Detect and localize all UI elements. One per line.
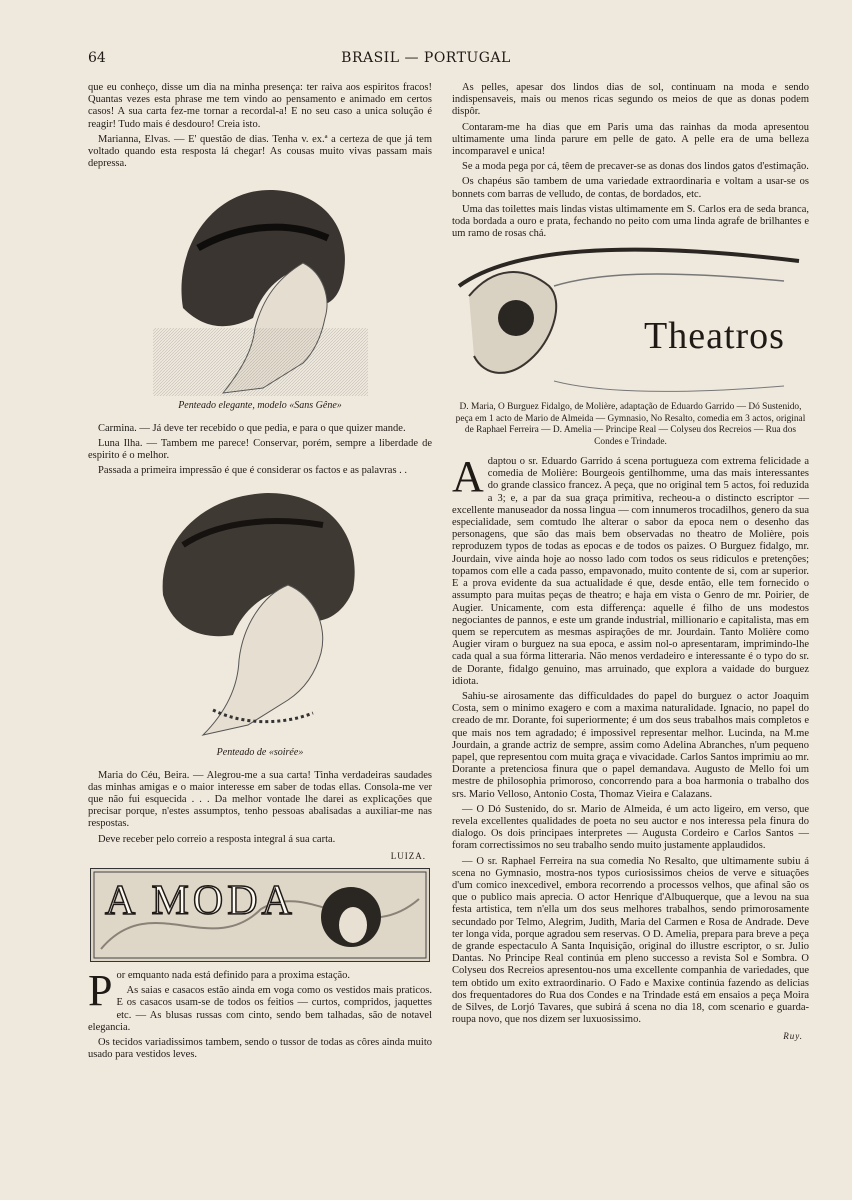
moda-cont-2: Contaram-me ha dias que em Paris uma das rainhas da moda apresentou ultimamente uma linda parure em pelle de gato. A pelle era de uma belleza incomparavel e unica! <box>452 121 809 158</box>
signature-ruy: Ruy. <box>783 1031 803 1042</box>
theatros-paragraph-1 <box>452 452 809 688</box>
caption-2: Penteado de «soirée» <box>216 747 304 759</box>
signature-luiza: LUIZA. <box>390 850 426 861</box>
theatros-title: Theatros <box>644 315 785 358</box>
moda-banner <box>90 868 430 962</box>
moda-cont-3: Se a moda pega por cá, têem de precaver-se as donas dos lindos gatos d'estimação. <box>462 161 809 173</box>
theatros-heading-ornament <box>454 246 804 396</box>
theatros-p1-text: daptou o sr. Eduardo Garrido á scena portugueza com extrema felicidade a comedia de Molière: Bourgeois gentilhomme, uma das mais interessantes do grande classico francez. A peça, que no original tem 5 actos, foi reduzida a 3; e, a par da sua graça primitiva, recheou-a o distincto escriptor — excellente manuseador da nossa lingua — com innumeros trocadilhos, genero da sua especialidade, sem comtudo lhe alterar o sabor da epoca nem o desenho das personagens, que são das mais bem observadas no theatro de Molière, pois reproduzem typos de todas as epocas e de todos os paizes. O Burguez fidalgo, mr. Jourdain, vive ainda hoje ao nosso lado com todos os seus ridiculos e pretenções; topamos com elle a cada passo, empavonado, muito contente de si, com ar superior. E a prova evidente da sua actualidade é que, desde então, elle tem fornecido o assumpto para muitas peças de theatro; e haja em vista o Genro de mr. Poirier, de Augier. Unicamente, com esta differença: aquelle é filho de uns modestos negociantes de pannos, e este um grande industrial, millionario e capitalista, mas em quem se repercutem as mesmas aspirações de mr. Jourdain. Tanto Molière como Augier viram o burguez na sua epoca, e assim nol-o apresentaram, imprimindo-lhe cada qual a sua fórma litteraria. Não menos verdadeiro e interessante é o typo do sr. de Dorante, fidalgo genuino, mas arruinado, que explora a vaidade do burguez idiota. <box>452 456 809 687</box>
answer-luna: Luna Ilha. — Tambem me parece! Conservar, porém, sempre a liberdade de espirito é o melhor. <box>88 437 432 462</box>
moda-paragraph-2: As saias e casacos estão ainda em voga como os vestidos mais praticos. E os casacos usam-se de todos os feitios — curtos, compridos, jaquettes etc. — As blusas russas com cinto, sendo bem talhadas, são de notavel elegancia. <box>88 985 432 1033</box>
moda-cont-5: Uma das toilettes mais lindas vistas ultimamente em S. Carlos era de seda branca, toda bordada a ouro e prata, fechando no peito com uma linda agrafe de brilhantes e um ramo de rosas chá. <box>452 203 809 240</box>
left-column <box>88 82 432 1064</box>
woman-profile-illustration-1 <box>153 178 368 396</box>
answer-marianna: Marianna, Elvas. — E' questão de dias. Tenha v. ex.ª a certeza de que já tem voltado quando esta resposta lá chegar! As cousas muito vivas passam mais depressa. <box>88 133 432 170</box>
moda-dropcap: P <box>88 966 113 1016</box>
moda-title: A MODA <box>105 878 296 925</box>
theatros-paragraph-2: Sahiu-se airosamente das difficuldades do papel do burguez o actor Joaquim Costa, sem o minimo exagero e com a maxima naturalidade. Ignacio, no papel do creado de mr. Dorante, foi superiormente; é um dos seus trabalhos mais completos e que mais nos tem agradado; é impossivel representar melhor. Lucinda, na M.me Jourdain, a grande actriz de sempre, assim como Adelina Abranches, n'um pequeno papel, que representou com muita graça e vivacidade. Carlos Santos imprimiu ao mr. Dorante a pretenciosa finura que o papel demandava. Augusto de Mello foi um mestre de philosophia primoroso, concorrendo para a boa harmonia o trabalho dos srs. Mario Velloso, Antonio Costa, Thomaz Vieira e Calazans. <box>452 690 809 800</box>
theatros-summary: D. Maria, O Burguez Fidalgo, de Molière, adaptação de Eduardo Garrido — Dó Sustenido, peça em 1 acto de Mario de Almeida — Gymnasio, No Resalto, comedia em 3 actos, original de Raphael Ferreira — D. Amelia — Principe Real — Colyseu dos Recreios — Rua dos Condes e Trindade. <box>455 402 806 447</box>
moda-paragraph-3: Os tecidos variadissimos tambem, sendo o tussor de todas as côres ainda muito usado para vestidos leves. <box>88 1037 432 1061</box>
hairstyle-portrait-1 <box>153 178 368 396</box>
answer-maria: Maria do Céu, Beira. — Alegrou-me a sua carta! Tinha verdadeiras saudades das minhas amigas e o maior interesse em saber de todas ellas. Consola-me ver que não fui esquecida . . . Da melhor vontade lhe darei as explicações que precisar porque, n'estes assumptos, tenho pessoas abalisadas a auxiliar-me nas respostas. <box>88 769 432 830</box>
theatros-dropcap: A <box>452 452 484 502</box>
woman-profile-illustration-2 <box>143 485 378 743</box>
theatros-paragraph-4: — O sr. Raphael Ferreira na sua comedia No Resalto, que ultimamente subiu á scena no Gymnasio, mostra-nos typos curiosissimos cheios de verve e situações d'um comico inexcedivel, embora recorrendo a processos velhos, que afinal são os que o publico mais aprecia. O actor Henrique d'Albuquerque, que a levou na sua festa artistica, tem n'ella um dos seus melhores trabalhos, sendo primorosamente secundado por Telmo, Alegrim, Judith, Maria del Carmen e Rosa de Andrade. Deve ter longa vida, porque agradou sem reservas. O D. Amelia, prepara para breve a peça de grande espectaculo A Santa Inquisição, original do illustre escriptor, o sr. Julio Dantas. No Principe Real continúa em pleno successo a revista Sol e Sombra. O Colyseu dos Recreios apresentou-nos uma excellente companhia de variedades, que tem obtido um exito extraordinario. O Fado e Maxixe continúa fazendo as delicias dos frequentadores do Rua dos Condes e na Trindade está em ensaios a peça Moira de Silves, de Lorjó Tavares, que subirá á scena no dia 18, com scenario e guarda-roupa novo, que nos dizem ser luxuosissimo. <box>452 855 809 1026</box>
page-number: 64 <box>88 50 106 66</box>
moda-cont-4: Os chapéus são tambem de uma variedade extraordinaria e voltam a usar-se os bonnets com barras de velludo, de contas, de bordados, etc. <box>452 176 809 200</box>
moda-cont-1: As pelles, apesar dos lindos dias de sol, continuam na moda e sendo indispensaveis, mais ou menos ricas segundo os meios de que as donas podem dispôr. <box>452 82 809 118</box>
moda-p1-text: or emquanto nada está definido para a proxima estação. <box>116 970 351 982</box>
intro-paragraph: que eu conheço, disse um dia na minha presença: ter raiva aos espiritos fracos! Quantas vezes esta phrase me tem vindo ao pensamento e animado em certos casos! A sua carta fez-me tornar a recordal-a! E no seu caso a unica solução é reagir! Tudo mais é desdouro! Creia isto. <box>88 82 432 130</box>
deve-paragraph: Deve receber pelo correio a resposta integral á sua carta. <box>98 833 336 845</box>
answer-carmina: Carmina. — Já deve ter recebido o que pedia, e para o que quizer mande. <box>98 422 406 434</box>
passada-paragraph: Passada a primeira impressão é que é considerar os factos e as palavras . . <box>98 465 408 477</box>
running-title: BRASIL — PORTUGAL <box>341 50 511 66</box>
right-column <box>452 82 809 1049</box>
caption-1: Penteado elegante, modelo «Sans Gêne» <box>178 400 342 412</box>
theatros-paragraph-3: — O Dó Sustenido, do sr. Mario de Almeida, é um acto ligeiro, em verso, que revela excellentes qualidades de poeta no seu auctor e nos interessa pela finura do dialogo. Os dois principaes interpretes — Augusta Cordeiro e Carlos Santos — foram correctissimos no seu trabalho sendo muito justamente applaudidos. <box>452 803 809 852</box>
hairstyle-portrait-2 <box>143 485 378 743</box>
